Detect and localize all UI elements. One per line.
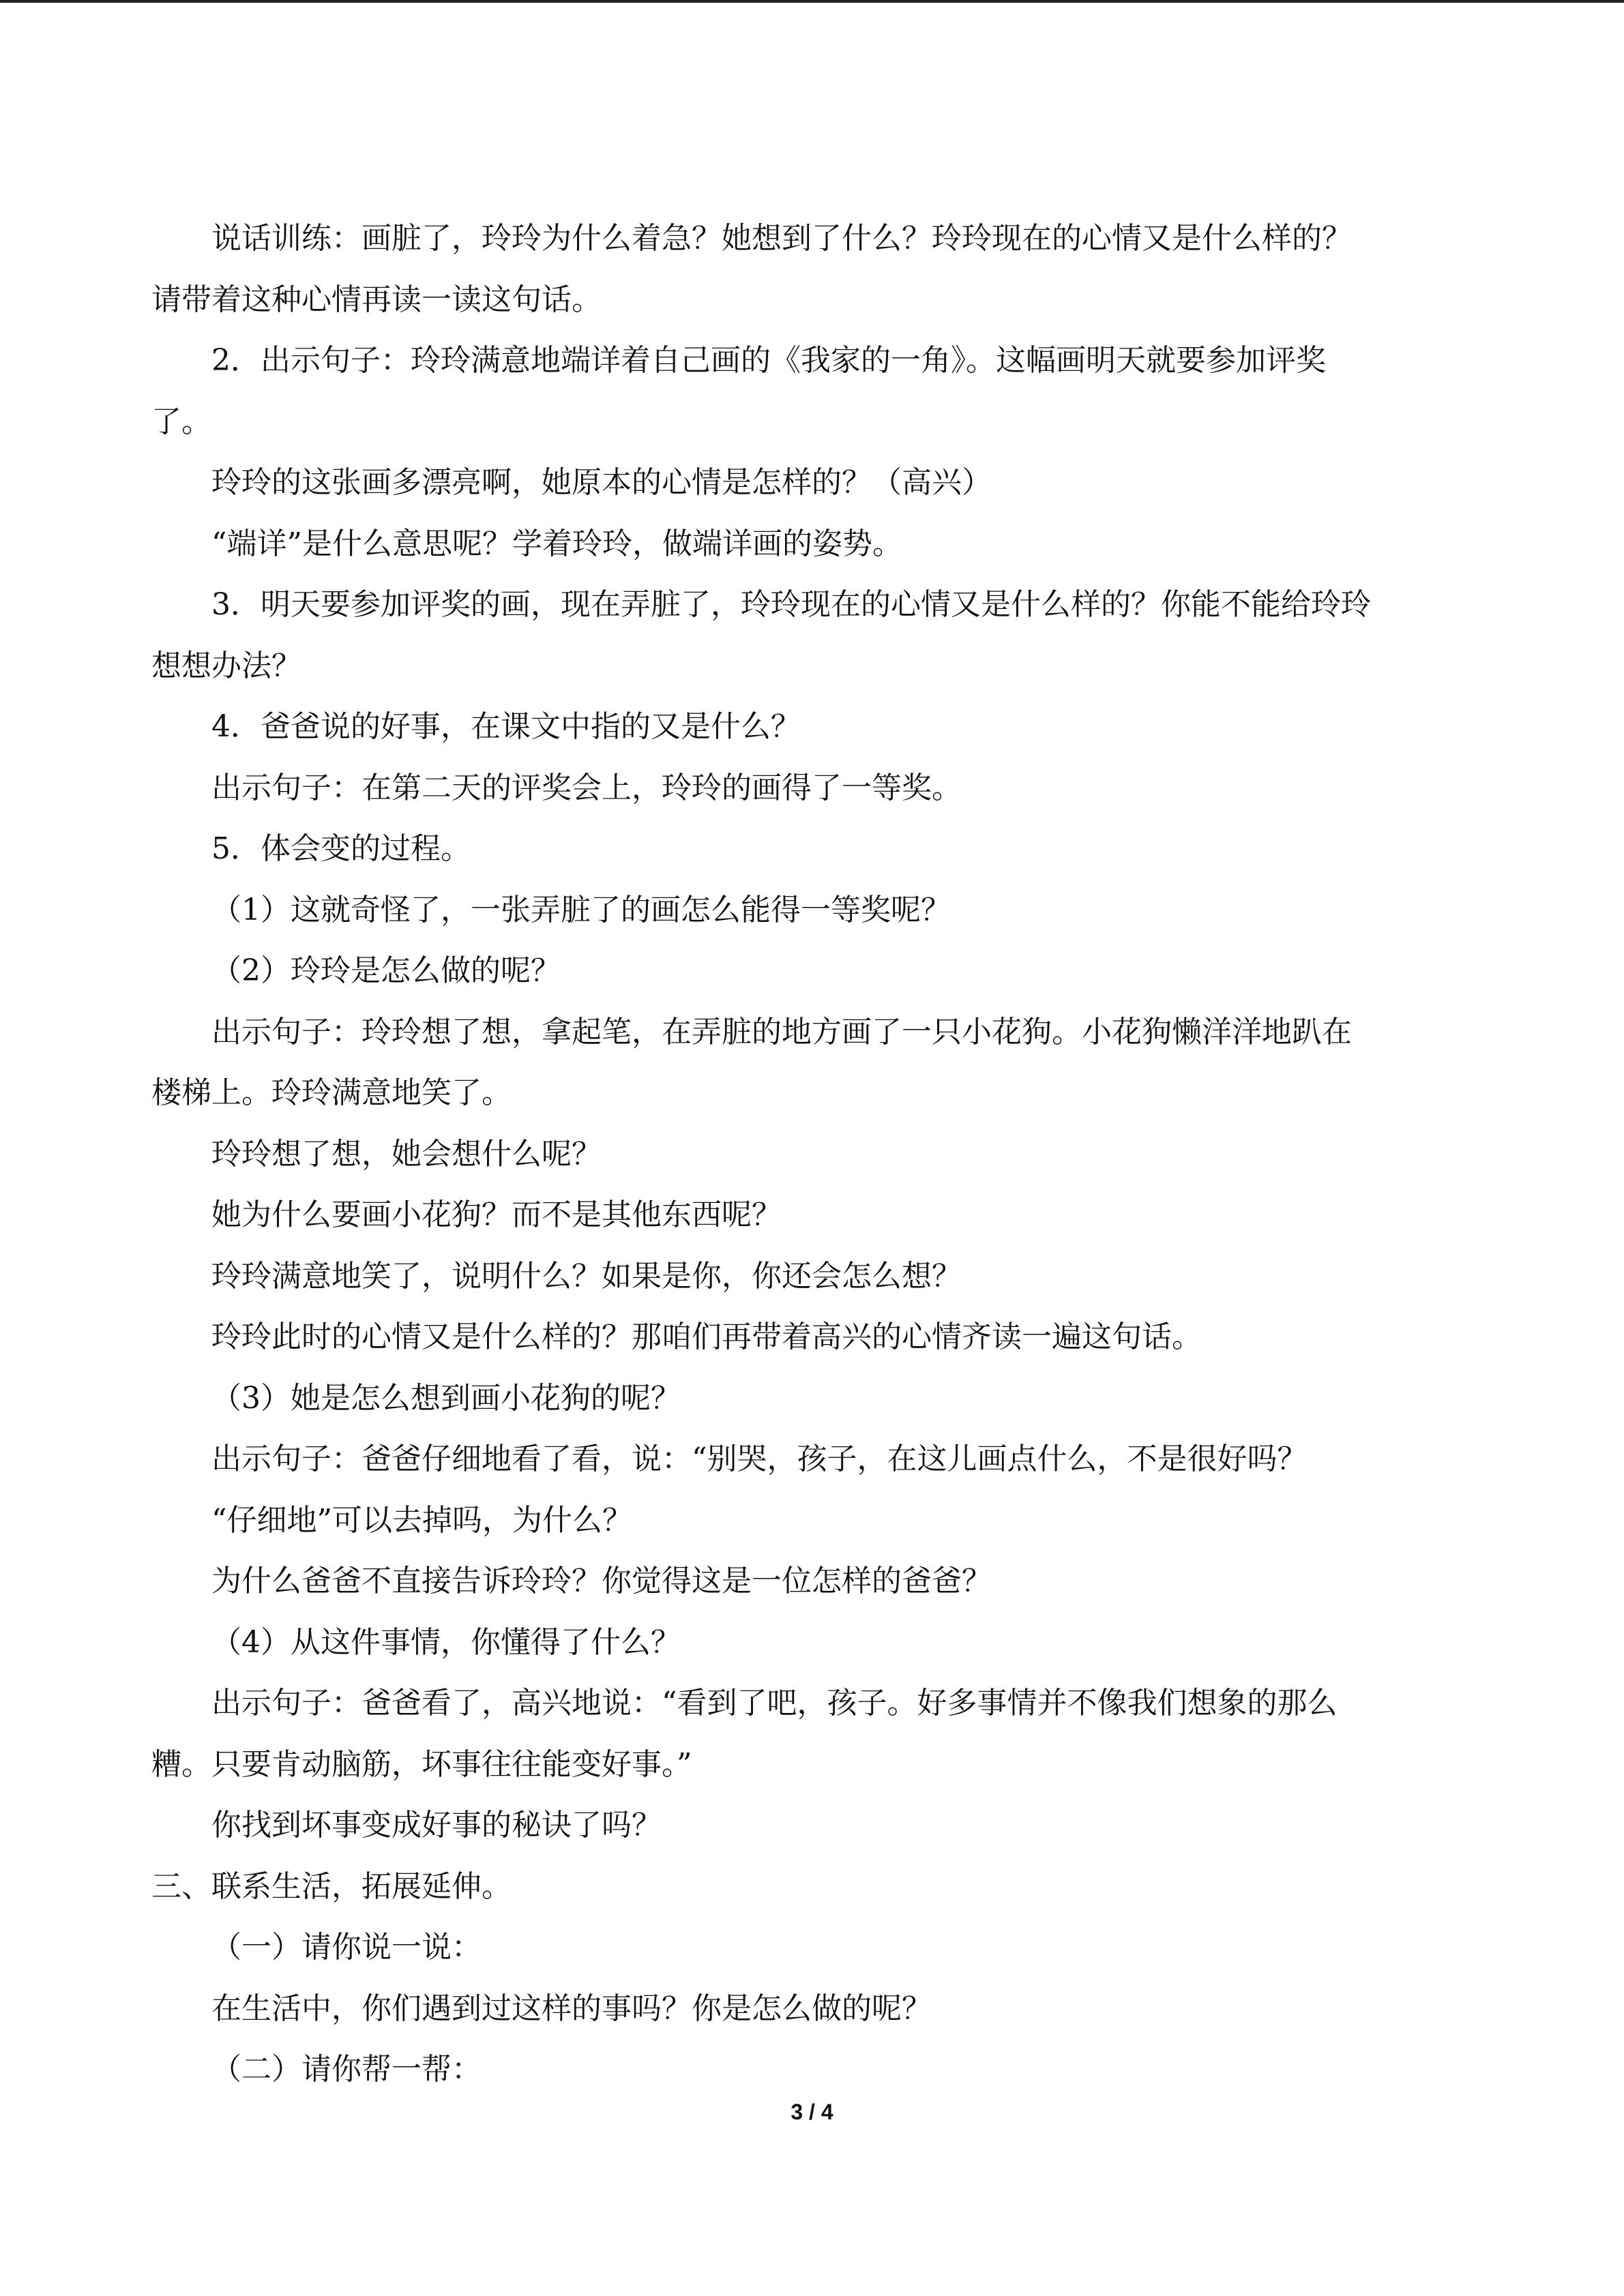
paragraph-line: （2）玲玲是怎么做的呢？ <box>211 953 561 988</box>
paragraph-line: 2．出示句子：玲玲满意地端详着自己画的《我家的一角》。这幅画明天就要参加评奖 <box>211 343 1326 378</box>
paragraph-line: 在生活中，你们遇到过这样的事吗？你是怎么做的呢？ <box>211 1991 932 2026</box>
paragraph-line: 出示句子：爸爸看了，高兴地说：“看到了吧，孩子。好多事情并不像我们想象的那么 <box>211 1686 1338 1720</box>
paragraph-line: “仔细地”可以去掉吗，为什么？ <box>211 1502 632 1538</box>
paragraph-line: 为什么爸爸不直接告诉玲玲？你觉得这是一位怎样的爸爸？ <box>211 1564 992 1598</box>
paragraph-line: 3．明天要参加评奖的画，现在弄脏了，玲玲现在的心情又是什么样的？你能不能给玲玲 <box>211 587 1371 622</box>
document-body <box>151 208 1488 2100</box>
paragraph-line: 她为什么要画小花狗？而不是其他东西呢？ <box>211 1197 782 1232</box>
paragraph-line: 请带着这种心情再读一读这句话。 <box>151 282 602 317</box>
paragraph-line: 玲玲想了想，她会想什么呢？ <box>211 1136 602 1172</box>
paragraph-line: （1）这就奇怪了，一张弄脏了的画怎么能得一等奖呢？ <box>211 892 951 927</box>
paragraph-line: 想想办法？ <box>151 648 301 683</box>
paragraph-line: 你找到坏事变成好事的秘诀了吗？ <box>211 1808 662 1843</box>
paragraph-line: （一）请你说一说： <box>211 1930 482 1965</box>
paragraph-line: 糟。只要肯动脑筋，坏事往往能变好事。” <box>151 1746 692 1782</box>
paragraph-line: 说话训练：画脏了，玲玲为什么着急？她想到了什么？玲玲现在的心情又是什么样的？ <box>211 221 1352 256</box>
paragraph-line: 了。 <box>151 404 211 439</box>
top-border-rule <box>0 0 1624 3</box>
paragraph-line: （二）请你帮一帮： <box>211 2052 482 2087</box>
paragraph-line: 出示句子：爸爸仔细地看了看，说：“别哭，孩子，在这儿画点什么，不是很好吗？ <box>211 1442 1308 1476</box>
paragraph-line: 玲玲满意地笑了，说明什么？如果是你，你还会怎么想？ <box>211 1258 962 1294</box>
paragraph-line: （4）从这件事情，你懂得了什么？ <box>211 1624 681 1660</box>
paragraph-line: 出示句子：在第二天的评奖会上，玲玲的画得了一等奖。 <box>211 770 962 805</box>
paragraph-line: 出示句子：玲玲想了想，拿起笔，在弄脏的地方画了一只小花狗。小花狗懒洋洋地趴在 <box>211 1014 1352 1049</box>
paragraph-line: “端详”是什么意思呢？学着玲玲，做端详画的姿势。 <box>211 526 902 561</box>
paragraph-line: 5．体会变的过程。 <box>211 831 471 866</box>
page-number: 3 / 4 <box>791 2100 833 2124</box>
paragraph-line: 玲玲此时的心情又是什么样的？那咱们再带着高兴的心情齐读一遍这句话。 <box>211 1320 1202 1354</box>
paragraph-line: （3）她是怎么想到画小花狗的呢？ <box>211 1380 681 1416</box>
paragraph-line: 玲玲的这张画多漂亮啊，她原本的心情是怎样的？（高兴） <box>211 465 992 500</box>
paragraph-line: 楼梯上。玲玲满意地笑了。 <box>151 1075 512 1110</box>
section-heading: 三、联系生活，拓展延伸。 <box>151 1868 512 1904</box>
paragraph-line: 4．爸爸说的好事，在课文中指的又是什么？ <box>211 709 801 744</box>
